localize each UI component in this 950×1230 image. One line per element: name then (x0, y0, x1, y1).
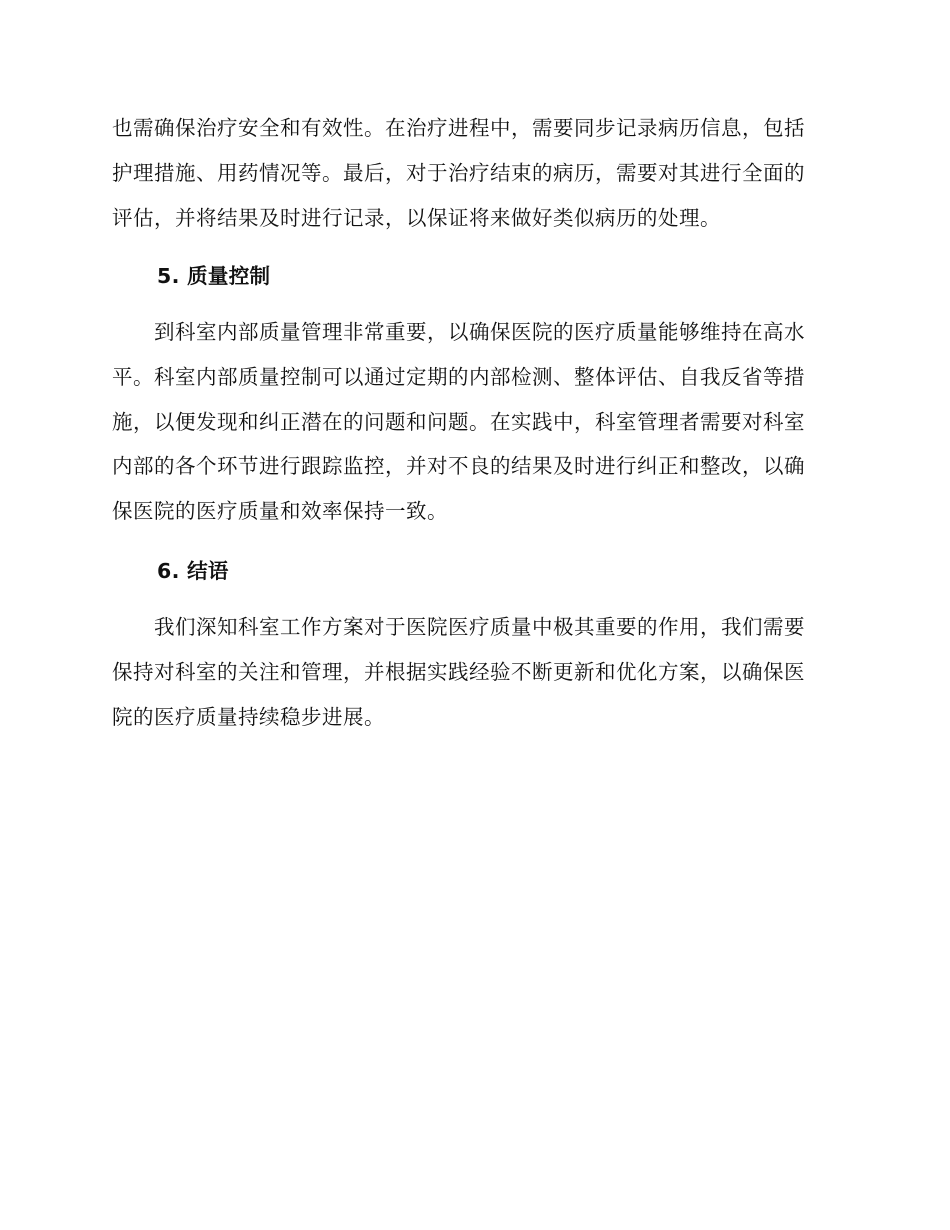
intro-paragraph (112, 106, 832, 240)
paragraph-line: 施，以便发现和纠正潜在的问题和问题。在实践中，科室管理者需要对科室 (112, 409, 805, 434)
paragraph-line: 保医院的医疗质量和效率保持一致。 (112, 499, 448, 524)
paragraph-line: 评估，并将结果及时进行记录，以保证将来做好类似病历的处理。 (112, 205, 721, 230)
paragraph-line: 也需确保治疗安全和有效性。在治疗进程中，需要同步记录病历信息，包括 (112, 116, 805, 140)
section-6-heading: 6. 结语 (157, 559, 229, 583)
paragraph-line: 保持对科室的关注和管理，并根据实践经验不断更新和优化方案，以确保医 (112, 659, 805, 684)
paragraph-line: 平。科室内部质量控制可以通过定期的内部检测、整体评估、自我反省等措 (112, 364, 805, 389)
paragraph-line: 院的医疗质量持续稳步进展。 (112, 704, 385, 729)
paragraph-line: 护理措施、用药情况等。最后，对于治疗结束的病历，需要对其进行全面的 (112, 160, 805, 185)
paragraph-line: 我们深知科室工作方案对于医院医疗质量中极其重要的作用，我们需要 (112, 615, 805, 639)
section-5-paragraph (112, 310, 832, 534)
paragraph-line: 内部的各个环节进行跟踪监控，并对不良的结果及时进行纠正和整改，以确 (112, 454, 805, 479)
paragraph-line: 到科室内部质量管理非常重要，以确保医院的医疗质量能够维持在高水 (112, 320, 805, 344)
section-5-heading: 5. 质量控制 (157, 264, 271, 288)
section-6-paragraph (112, 605, 832, 739)
